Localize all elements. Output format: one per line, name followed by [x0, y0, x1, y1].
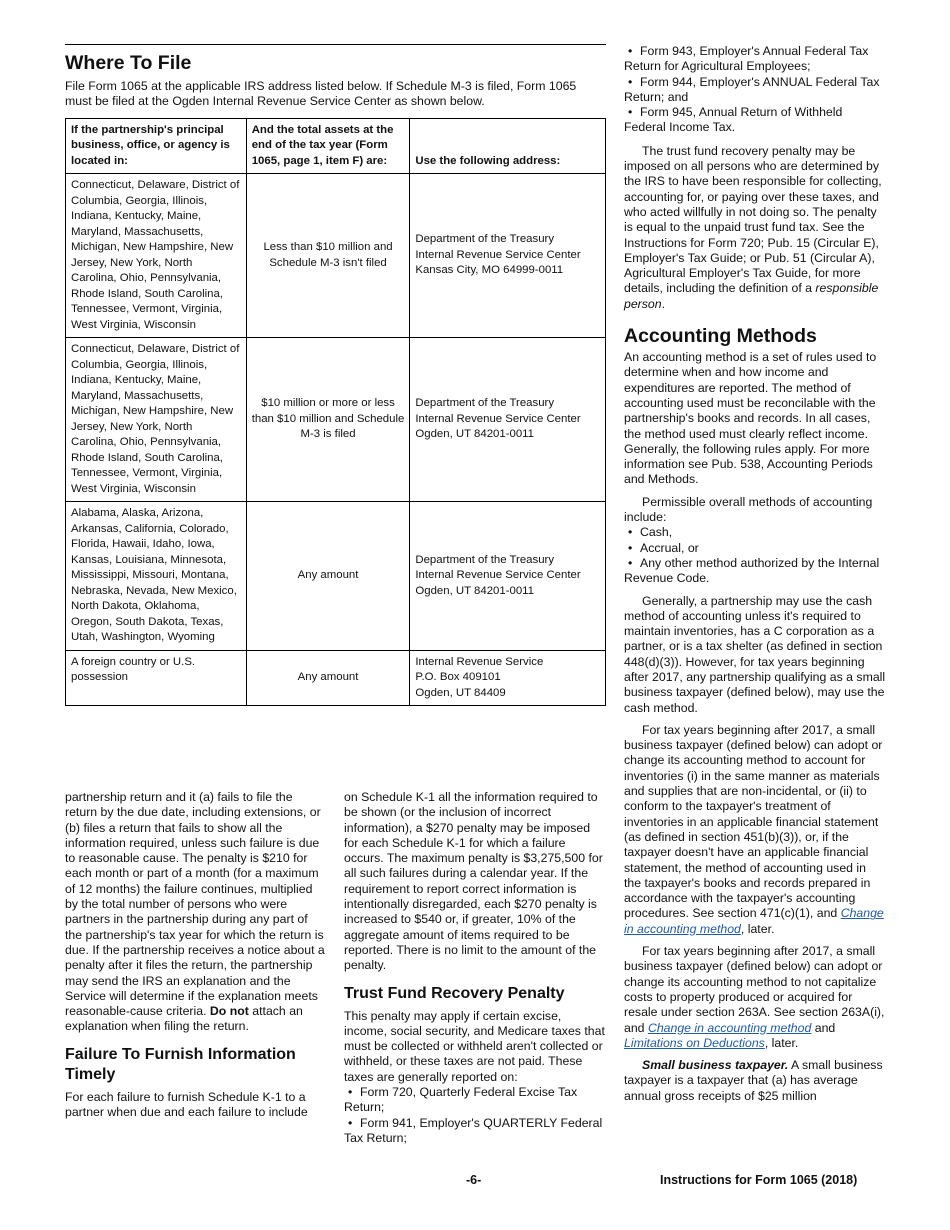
list-item: • Form 943, Employer's Annual Federal Tax Return for Agricultural Employees;	[624, 44, 869, 74]
penalty-continued-text	[65, 790, 327, 1035]
row-assets: Any amount	[246, 650, 410, 706]
list-item: • Any other method authorized by the Internal Revenue Code.	[624, 555, 880, 586]
header-assets: And the total assets at the end of the tax year (Form 1065, page 1, item F) are:	[246, 118, 410, 174]
address-line: Internal Revenue Service	[415, 655, 544, 668]
accounting-methods-p4: For tax years beginning after 2017, a small business taxpayer (defined below) can adopt or change its accounting method to account for inventories (i) in the same manner as materials and supplies that are non-incidental, or (ii) to conform to the taxpayer's treatment of inventories in an applicable financial statement (as defined in section 451(b)(3)), or, if the taxpayer doesn't have an applicable financial statement, the method of accounting used in the taxpayer's books and records prepared in accordance with the taxpayer's accounting procedures. See section 471(c)(1), and Change in accounting method, later.	[624, 722, 884, 936]
section-rule	[65, 44, 606, 45]
row-location: Connecticut, Delaware, District of Columbia, Georgia, Illinois, Indiana, Kentucky, Maine, Maryland, Massachusetts, Michigan, New Hampshire, New Jersey, New York, North Carolina, Ohio, Pennsylvania, Rhode Island, South Carolina, Tennessee, Vermont, Virginia, West Virginia, Wisconsin	[66, 174, 247, 338]
list-item: • Form 945, Annual Return of Withheld Federal Income Tax.	[624, 105, 843, 135]
trust-fund-heading: Trust Fund Recovery Penalty	[344, 984, 565, 1002]
change-in-accounting-method-link[interactable]: Change in accounting method	[647, 1020, 812, 1035]
row-assets: Less than $10 million and Schedule M-3 isn't filed	[246, 174, 410, 338]
accounting-methods-p2: Permissible overall methods of accounting include:	[624, 494, 873, 525]
row-location: A foreign country or U.S. possession	[66, 650, 247, 706]
row-address	[410, 650, 606, 706]
penalty-text: partnership return and it (a) fails to file the return by the due date, including extensions, or (b) files a return that fails to show all the information required, unless such failure is due to reasonable cause. The penalty is $210 for each month or part of a month (for a maximum of 12 months) the failure continues, multiplied by the total number of persons who were partners in the partnership during any part of the partnership's tax year for which the return is due. If the partnership receives a notice about a penalty after it files the return, the partnership may send the IRS an explanation and the Service will determine if the explanation meets reasonable-cause criteria.	[65, 790, 325, 1019]
row-location: Connecticut, Delaware, District of Columbia, Georgia, Illinois, Indiana, Kentucky, Maine, Maryland, Massachusetts, Michigan, New Hampshire, New Jersey, New York, North Carolina, Ohio, Pennsylvania, Rhode Island, South Carolina, Tennessee, Vermont, Virginia, West Virginia, Wisconsin	[66, 338, 247, 502]
small-business-taxpayer-paragraph: Small business taxpayer. A small business taxpayer is a taxpayer that (a) has average annual gross receipts of $25 million	[624, 1058, 883, 1103]
table-row	[66, 650, 606, 706]
penalty-column-left	[65, 790, 327, 1127]
accounting-methods-p5: For tax years beginning after 2017, a small business taxpayer (defined below) can adopt or change its accounting method to not capitalize costs to property produced or acquired for resale under section 263A. See section 263A(i), and Change in accounting method and Limitations on Deductions, later.	[624, 944, 885, 1050]
document-title: Instructions for Form 1065 (2018)	[660, 1173, 858, 1187]
row-assets: $10 million or more or less than $10 million and Schedule M-3 is filed	[246, 338, 410, 502]
address-line: Kansas City, MO 64999-0011	[415, 264, 564, 277]
address-line: Department of the Treasury	[415, 397, 555, 410]
change-in-accounting-method-link[interactable]: Change in accounting method	[624, 906, 884, 936]
accounting-methods-bullets	[624, 525, 886, 586]
limitations-on-deductions-link[interactable]: Limitations on Deductions	[624, 1035, 765, 1050]
responsible-person-term: responsible person	[624, 281, 879, 311]
do-not-rest: attach an explanation when filing the return.	[65, 1004, 303, 1034]
address-line: Department of the Treasury	[415, 233, 555, 246]
address-line: Department of the Treasury	[415, 553, 555, 566]
page-number: -6-	[466, 1173, 482, 1187]
failure-to-furnish-text-b: on Schedule K-1 all the information required to be shown (or the inclusion of incorrect information), a $270 penalty may be imposed for each Schedule K-1 for which a failure occurs. The maximum penalty is $3,275,500 for all such failures during a calendar year. If the requirement to report correct information is intentionally disregarded, each $270 penalty is increased to $540 or, if greater, 10% of the aggregate amount of items required to be reported. There is no limit to the amount of the penalty.	[344, 790, 603, 973]
list-item: • Form 720, Quarterly Federal Excise Tax Return;	[344, 1085, 578, 1115]
right-column	[624, 44, 886, 1111]
table-row	[66, 174, 606, 338]
trust-fund-bullet-list	[344, 1085, 606, 1146]
failure-to-furnish-text-a: For each failure to furnish Schedule K-1 to a partner when due and each failure to include	[65, 1089, 308, 1120]
address-line: Ogden, UT 84201-0011	[415, 584, 535, 597]
address-line: Internal Revenue Service Center	[415, 412, 581, 425]
row-address	[410, 338, 606, 502]
table-header-row	[66, 118, 606, 174]
address-line: P.O. Box 409101	[415, 671, 501, 684]
trust-fund-bullet-list-cont	[624, 44, 886, 136]
filing-address-table	[65, 118, 606, 707]
list-item: • Form 944, Employer's ANNUAL Federal Tax Return; and	[624, 74, 880, 104]
failure-to-furnish-heading: Failure To Furnish Information Timely	[65, 1045, 296, 1083]
trust-fund-intro: This penalty may apply if certain excise, income, social security, and Medicare taxes that must be collected or withheld aren't collected or withheld, or these taxes are not paid. These taxes are generally reported on:	[344, 1008, 605, 1084]
where-to-file-heading: Where To File	[65, 52, 192, 74]
row-assets: Any amount	[246, 502, 410, 651]
list-item: • Accrual, or	[628, 540, 699, 555]
row-address	[410, 174, 606, 338]
list-item: • Form 941, Employer's QUARTERLY Federal Tax Return;	[344, 1115, 603, 1145]
address-line: Internal Revenue Service Center	[415, 248, 581, 261]
row-address	[410, 502, 606, 651]
trust-fund-paragraph: The trust fund recovery penalty may be imposed on all persons who are determined by the IRS to have been responsible for collecting, accounting for, or paying over these taxes, and who acted willfully in not doing so. The penalty is equal to the unpaid trust fund tax. See the Instructions for Form 720; Pub. 15 (Circular E), Employer's Tax Guide; or Pub. 51 (Circular A), Agricultural Employer's Tax Guide, for more details, including the definition of a responsible person.	[624, 143, 882, 311]
list-item: • Cash,	[628, 525, 673, 540]
where-to-file-intro: File Form 1065 at the applicable IRS address listed below. If Schedule M-3 is filed, Form 1065 must be filed at the Ogden Internal Revenue Service Center as shown below.	[65, 79, 577, 109]
table-row	[66, 502, 606, 651]
address-line: Ogden, UT 84409	[415, 686, 506, 699]
address-line: Internal Revenue Service Center	[415, 569, 581, 582]
accounting-methods-heading: Accounting Methods	[624, 325, 817, 348]
do-not-emphasis: Do not	[209, 1004, 249, 1019]
table-row	[66, 338, 606, 502]
accounting-methods-p1: An accounting method is a set of rules used to determine when and how income and expenditures are reported. The method of accounting used must be reconcilable with the partnership's books and records. In all cases, the method used must clearly reflect income. Generally, the following rules apply. For more information see Pub. 538, Accounting Periods and Methods.	[624, 350, 877, 487]
small-business-taxpayer-term: Small business taxpayer.	[642, 1058, 789, 1073]
row-location: Alabama, Alaska, Arizona, Arkansas, California, Colorado, Florida, Hawaii, Idaho, Iowa, Kansas, Louisiana, Minnesota, Mississippi, Missouri, Montana, Nebraska, Nevada, New Mexico, North Dakota, Oklahoma, Oregon, South Dakota, Texas, Utah, Washington, Wyoming	[66, 502, 247, 651]
header-address: Use the following address:	[410, 118, 606, 174]
address-line: Ogden, UT 84201-0011	[415, 428, 535, 441]
where-to-file-section	[65, 44, 606, 706]
penalty-column-right	[344, 790, 606, 1146]
accounting-methods-p3: Generally, a partnership may use the cash method of accounting unless it's required to maintain inventories, has a C corporation as a partner, or is a tax shelter (as defined in section 448(d)(3)). However, for tax years beginning after 2017, any partnership qualifying as a small business taxpayer (defined below), may use the cash method.	[624, 593, 886, 715]
header-location: If the partnership's principal business, office, or agency is located in:	[66, 118, 247, 174]
